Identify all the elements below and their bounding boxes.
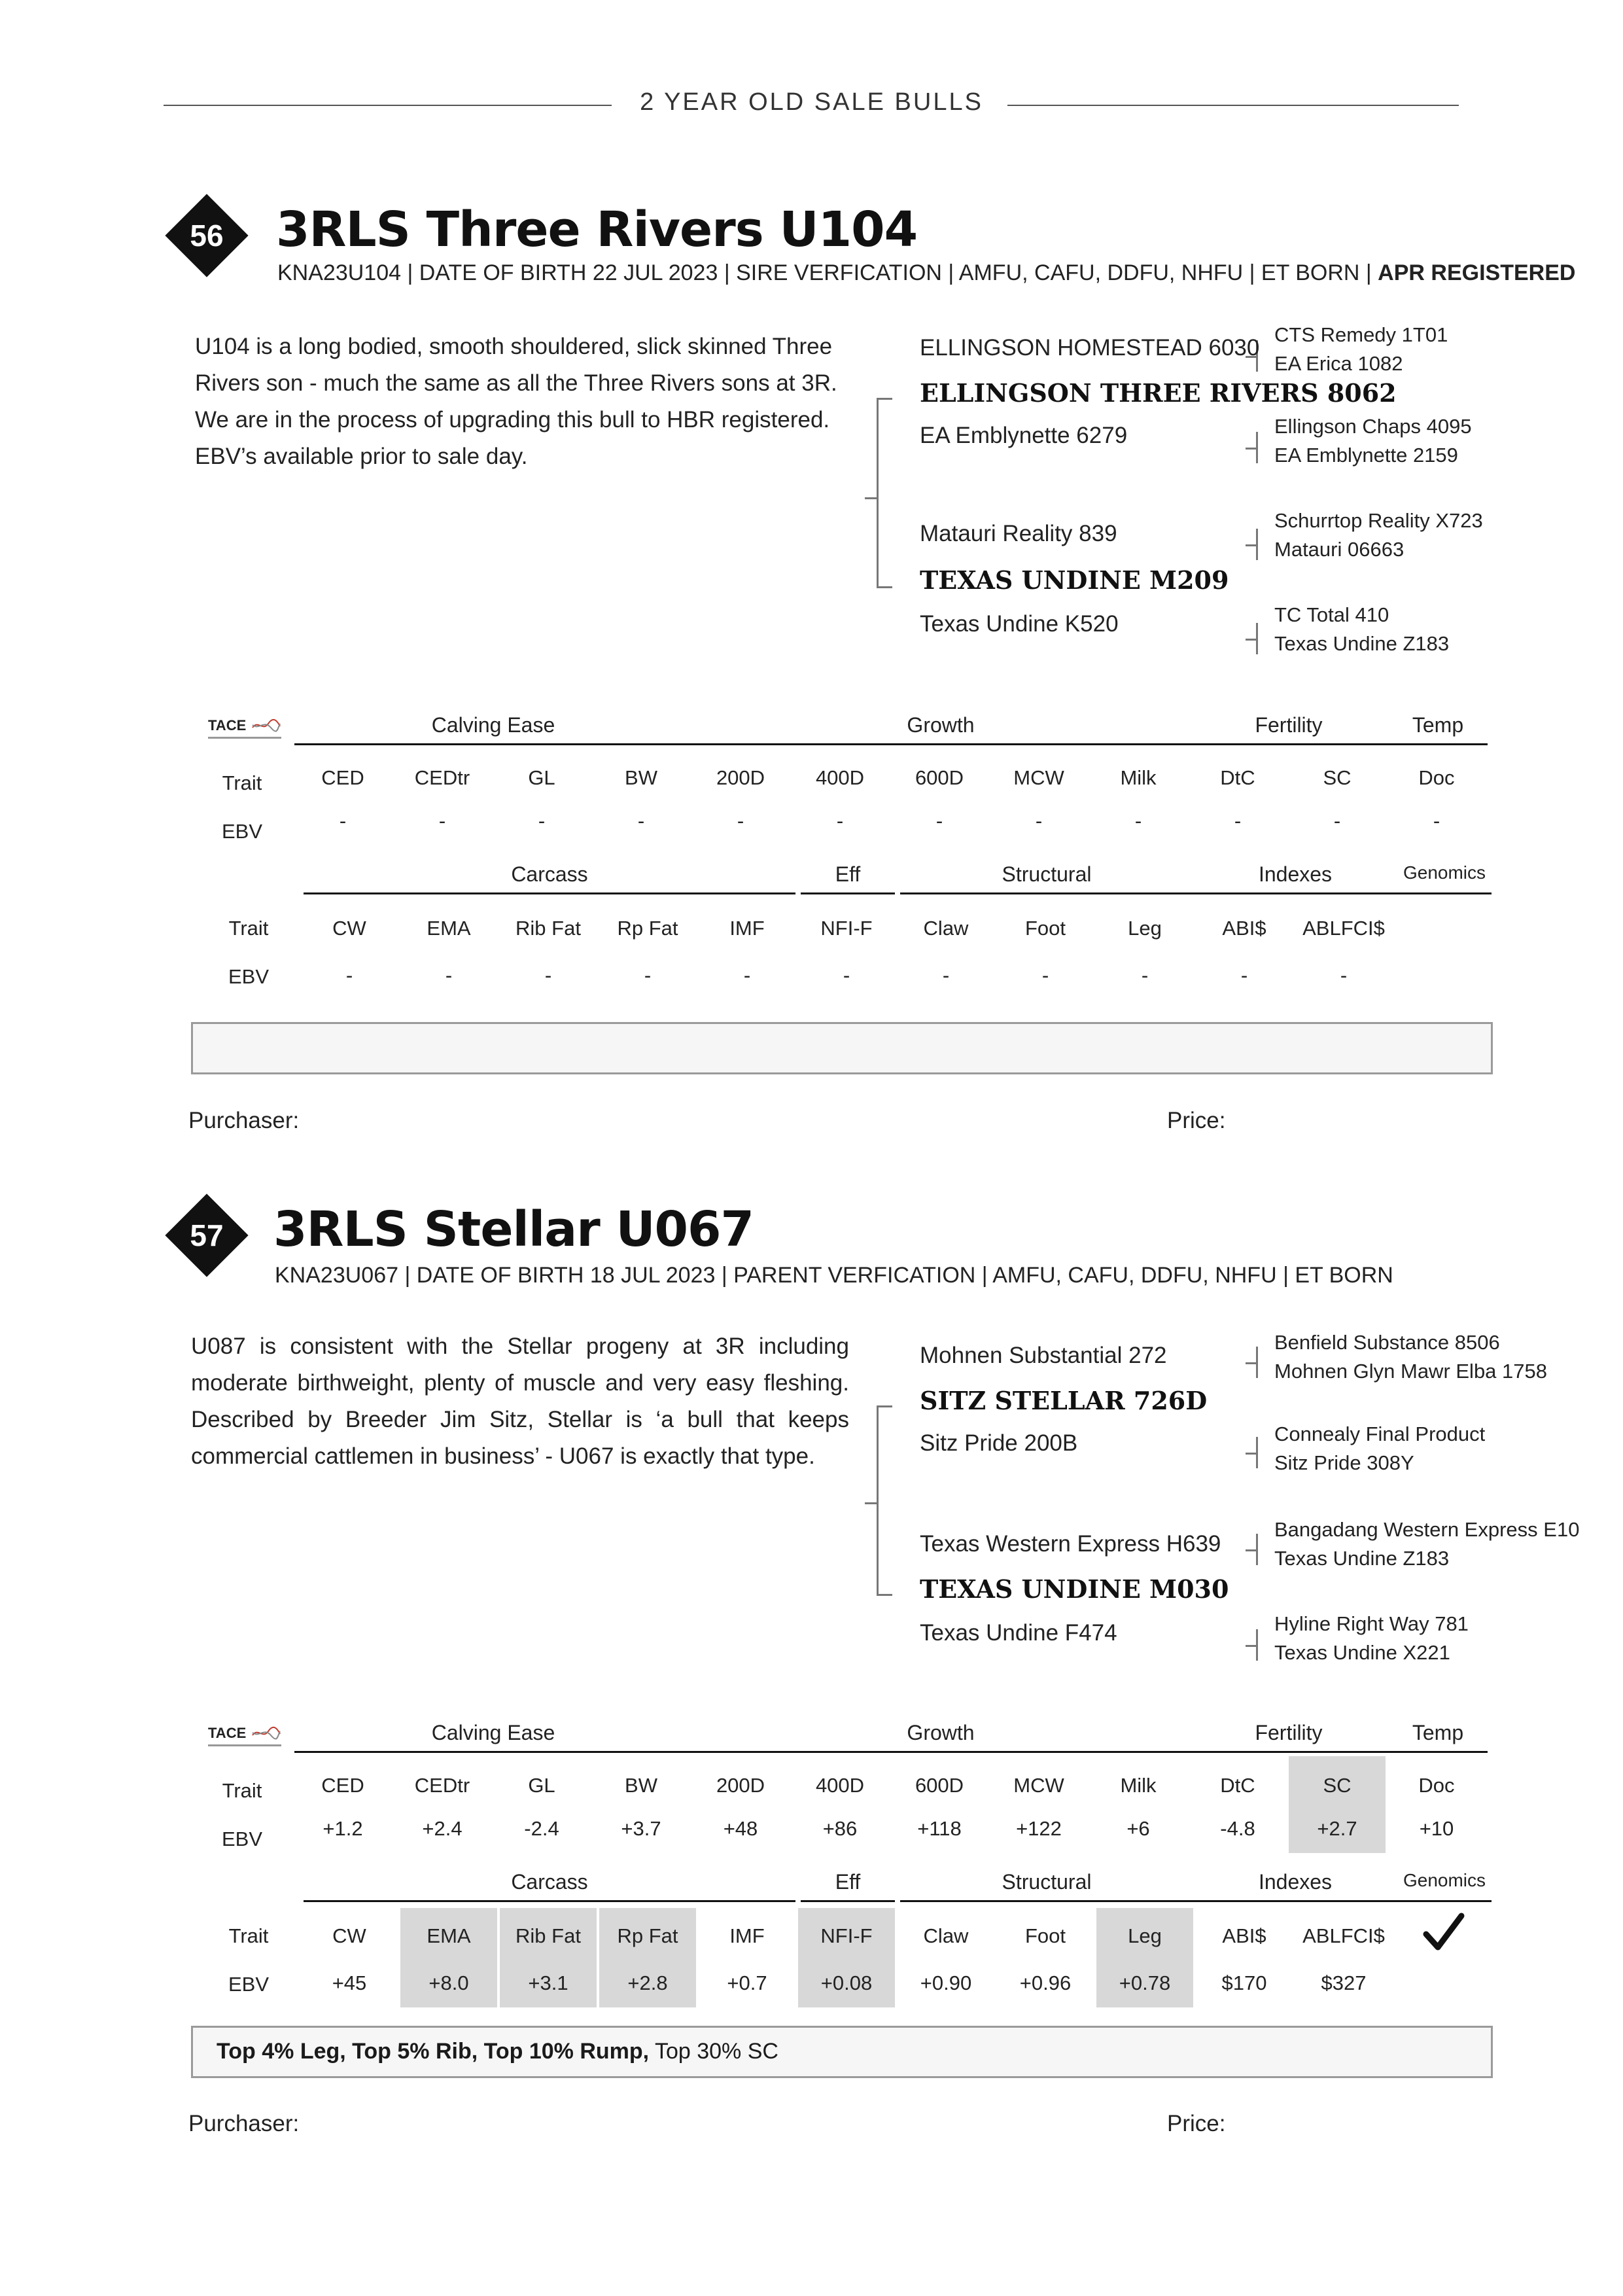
table-rule — [304, 892, 795, 894]
checkmark-icon — [1421, 1911, 1467, 1956]
group-header: Temp — [1412, 1721, 1464, 1744]
ebv-dtc: -4.8 — [1220, 1817, 1255, 1840]
pedigree-sire: ELLINGSON THREE RIVERS 8062 — [920, 378, 1397, 408]
group-header: Structural — [1002, 862, 1092, 886]
group-header: Genomics — [1403, 862, 1486, 883]
trait-400d: 400D — [815, 1774, 865, 1797]
trait-200d: 200D — [716, 766, 765, 789]
ebv-ablfci-: $327 — [1321, 1971, 1367, 1994]
trait-mcw: MCW — [1013, 1774, 1064, 1797]
pedigree-dam-dam: Texas Undine F474 — [920, 1620, 1117, 1646]
trait-leg: Leg — [1096, 1908, 1193, 1959]
table-rule — [900, 892, 1492, 894]
ebv-cedtr: +2.4 — [422, 1817, 462, 1840]
trait-mcw: MCW — [1013, 766, 1064, 789]
tace-logo: TACE — [208, 717, 246, 734]
group-header: Eff — [835, 862, 861, 886]
table-rule — [304, 1900, 795, 1902]
trait-ema: EMA — [427, 917, 471, 940]
trait-milk: Milk — [1120, 766, 1157, 789]
ebv-foot: - — [1041, 964, 1049, 987]
ebv-abi-: $170 — [1221, 1971, 1267, 1994]
ebv-milk: - — [1134, 809, 1142, 832]
lot-number: 56 — [190, 219, 224, 253]
ebv-foot: +0.96 — [1019, 1971, 1072, 1994]
table-rule — [900, 1900, 1492, 1902]
trait-milk: Milk — [1120, 1774, 1157, 1797]
row-label: Trait — [228, 1924, 269, 1947]
row-label: EBV — [228, 1973, 270, 1996]
trait-sc: SC — [1289, 1756, 1386, 1805]
group-header: Fertility — [1255, 713, 1323, 737]
ebv-rp-fat: +2.8 — [599, 1959, 696, 2007]
trait-cw: CW — [332, 917, 366, 940]
trait-600d: 600D — [915, 1774, 964, 1797]
pedigree-sss: CTS Remedy 1T01 EA Erica 1082 — [1274, 323, 1448, 375]
row-label: Trait — [222, 771, 262, 794]
ebv-600d: +118 — [917, 1817, 962, 1840]
ebv-milk: +6 — [1126, 1817, 1150, 1840]
table-rule — [801, 1900, 895, 1902]
group-header: Genomics — [1403, 1870, 1486, 1890]
lot-number-badge — [167, 196, 246, 275]
pedigree-sds: Ellingson Chaps 4095 EA Emblynette 2159 — [1274, 415, 1472, 467]
ebv-nfi-f: +0.08 — [798, 1959, 895, 2007]
table-rule — [801, 892, 895, 894]
lot-meta-text: KNA23U067 | DATE OF BIRTH 18 JUL 2023 | PARENT VERFICATION | AMFU, CAFU, DDFU, NHFU | ET BORN — [275, 1263, 1393, 1288]
group-header: Calving Ease — [431, 1721, 555, 1744]
group-header: Indexes — [1258, 862, 1333, 886]
trait-claw: Claw — [923, 1924, 969, 1947]
page-header: 2 YEAR OLD SALE BULLS — [640, 88, 983, 116]
pedigree-dam-dam: Texas Undine K520 — [920, 611, 1119, 637]
pedigree-dss: Bangadang Western Express E10 Texas Undine Z183 — [1274, 1518, 1580, 1570]
trait-imf: IMF — [729, 1924, 765, 1947]
lot-meta-registration: APR REGISTERED — [1378, 260, 1576, 285]
lot-meta-text: KNA23U104 | DATE OF BIRTH 22 JUL 2023 | SIRE VERFICATION | AMFU, CAFU, DDFU, NHFU | ET BORN | — [277, 260, 1378, 285]
ebv-sc: - — [1333, 809, 1341, 832]
pedigree-sds: Connealy Final Product Sitz Pride 308Y — [1274, 1422, 1486, 1474]
trait-rp-fat: Rp Fat — [617, 917, 678, 940]
lot-meta — [275, 1263, 1393, 1288]
ebv-rib-fat: - — [544, 964, 552, 987]
ebv-200d: +48 — [723, 1817, 758, 1840]
ebv-cw: +45 — [332, 1971, 367, 1994]
trait-ced: CED — [321, 1774, 364, 1797]
lot-description: U104 is a long bodied, smooth shouldered, slick skinned Three Rivers son - much the same as all the Three Rivers sons at 3R. We are in the process of upgrading this bull to HBR registered. EBV’s available prior to sale day. — [195, 334, 837, 469]
pedigree-dam-sire: Texas Western Express H639 — [920, 1531, 1221, 1557]
ebv-ema: +8.0 — [400, 1959, 497, 2007]
trait-doc: Doc — [1418, 1774, 1455, 1797]
trait-gl: GL — [528, 766, 555, 789]
pedigree-sss: Benfield Substance 8506 Mohnen Glyn Mawr Elba 1758 — [1274, 1331, 1548, 1383]
trait-cw: CW — [332, 1924, 366, 1947]
trait-cedtr: CEDtr — [414, 766, 470, 789]
ebv-ced: - — [339, 809, 347, 832]
lot-title: 3RLS Three Rivers U104 — [276, 202, 918, 258]
trait-abi-: ABI$ — [1222, 1924, 1266, 1947]
trait-rp-fat: Rp Fat — [599, 1908, 696, 1959]
ebv-cw: - — [345, 964, 353, 987]
ebv-dtc: - — [1234, 809, 1242, 832]
trait-foot: Foot — [1024, 917, 1066, 940]
ebv-gl: -2.4 — [524, 1817, 559, 1840]
trait-rib-fat: Rib Fat — [500, 1908, 597, 1959]
price-label: Price: — [1167, 2111, 1226, 2136]
ebv-bw: +3.7 — [621, 1817, 661, 1840]
trait-imf: IMF — [729, 917, 765, 940]
trait-ema: EMA — [400, 1908, 497, 1959]
ebv-200d: - — [737, 809, 744, 832]
ebv-ced: +1.2 — [323, 1817, 363, 1840]
group-header: Eff — [835, 1870, 861, 1894]
trait-sc: SC — [1323, 766, 1352, 789]
ebv-mcw: - — [1035, 809, 1043, 832]
ebv-ablfci-: - — [1340, 964, 1348, 987]
trait-foot: Foot — [1024, 1924, 1066, 1947]
trait-abi-: ABI$ — [1222, 917, 1266, 940]
ebv-600d: - — [935, 809, 943, 832]
ebv-imf: - — [743, 964, 751, 987]
trait-claw: Claw — [923, 917, 969, 940]
trait-nfi-f: NFI-F — [820, 917, 873, 940]
ebv-rib-fat: +3.1 — [500, 1959, 597, 2007]
row-label: EBV — [221, 1828, 263, 1850]
ebv-nfi-f: - — [843, 964, 850, 987]
ebv-leg: +0.78 — [1096, 1959, 1193, 2007]
trait-cedtr: CEDtr — [414, 1774, 470, 1797]
lot-title: 3RLS Stellar U067 — [273, 1201, 754, 1258]
ebv-abi-: - — [1240, 964, 1248, 987]
pedigree-sire-sire: ELLINGSON HOMESTEAD 6030 — [920, 335, 1260, 361]
ebv-claw: - — [942, 964, 950, 987]
trait-gl: GL — [528, 1774, 555, 1797]
trait-ablfci-: ABLFCI$ — [1302, 917, 1385, 940]
ebv-doc: - — [1433, 809, 1440, 832]
pedigree-dss: Schurrtop Reality X723 Matauri 06663 — [1274, 509, 1483, 561]
notes-box — [191, 1022, 1493, 1074]
trait-ced: CED — [321, 766, 364, 789]
ebv-gl: - — [538, 809, 546, 832]
trait-nfi-f: NFI-F — [798, 1908, 895, 1959]
table-rule — [294, 743, 1488, 745]
purchaser-label: Purchaser: — [188, 1108, 300, 1133]
group-header: Structural — [1002, 1870, 1092, 1894]
header-rule-right — [1007, 105, 1459, 106]
trait-600d: 600D — [915, 766, 964, 789]
row-label: Trait — [222, 1779, 262, 1802]
ebv-400d: +86 — [822, 1817, 858, 1840]
trait-rib-fat: Rib Fat — [515, 917, 581, 940]
purchaser-label: Purchaser: — [188, 2111, 300, 2136]
trait-ablfci-: ABLFCI$ — [1302, 1924, 1385, 1947]
ebv-leg: - — [1141, 964, 1149, 987]
trait-leg: Leg — [1128, 917, 1162, 940]
ebv-bw: - — [637, 809, 645, 832]
pedigree-dam: TEXAS UNDINE M209 — [920, 565, 1229, 595]
pedigree-dds: Hyline Right Way 781 Texas Undine X221 — [1274, 1612, 1469, 1664]
group-header: Fertility — [1255, 1721, 1323, 1744]
row-label: Trait — [228, 917, 269, 940]
group-header: Carcass — [511, 862, 588, 886]
ebv-imf: +0.7 — [727, 1971, 767, 1994]
table-rule — [294, 1751, 1488, 1753]
group-header: Growth — [907, 1721, 975, 1744]
group-header: Calving Ease — [431, 713, 555, 737]
lot-number-badge — [167, 1196, 246, 1275]
group-header: Growth — [907, 713, 975, 737]
lot-description: U087 is consistent with the Stellar progeny at 3R including moderate birthweight, plenty of muscle and very easy fleshing. Described by Breeder Jim Sitz, Stellar is ‘a bull that keeps commercial cattlemen in business’ - U067 is exactly that type. — [191, 1333, 849, 1469]
pedigree-dam: TEXAS UNDINE M030 — [920, 1574, 1229, 1604]
ebv-doc: +10 — [1419, 1817, 1454, 1840]
pedigree-sire: SITZ STELLAR 726D — [920, 1386, 1208, 1415]
ebv-rp-fat: - — [644, 964, 652, 987]
ebv-ema: - — [445, 964, 453, 987]
trait-bw: BW — [625, 1774, 657, 1797]
pedigree-sire-dam: EA Emblynette 6279 — [920, 423, 1128, 448]
tace-logo: TACE — [208, 1725, 246, 1742]
lot-meta — [277, 260, 1575, 286]
ebv-cedtr: - — [438, 809, 446, 832]
row-label: EBV — [221, 820, 263, 843]
trait-400d: 400D — [815, 766, 865, 789]
pedigree-dam-sire: Matauri Reality 839 — [920, 521, 1117, 546]
ebv-sc: +2.7 — [1289, 1805, 1386, 1853]
lot-number: 57 — [190, 1218, 224, 1252]
row-label: EBV — [228, 965, 270, 988]
ebv-mcw: +122 — [1016, 1817, 1062, 1840]
trait-doc: Doc — [1418, 766, 1455, 789]
group-header: Indexes — [1258, 1870, 1333, 1894]
trait-dtc: DtC — [1220, 766, 1255, 789]
trait-dtc: DtC — [1220, 1774, 1255, 1797]
pedigree-sire-sire: Mohnen Substantial 272 — [920, 1343, 1167, 1368]
pedigree-sire-dam: Sitz Pride 200B — [920, 1430, 1078, 1456]
notes-box: Top 4% Leg, Top 5% Rib, Top 10% Rump, Top 30% SC — [191, 2026, 1493, 2078]
group-header: Carcass — [511, 1870, 588, 1894]
ebv-claw: +0.90 — [920, 1971, 972, 1994]
price-label: Price: — [1167, 1108, 1226, 1133]
group-header: Temp — [1412, 713, 1464, 737]
trait-200d: 200D — [716, 1774, 765, 1797]
ebv-400d: - — [836, 809, 844, 832]
trait-bw: BW — [625, 766, 657, 789]
pedigree-dds: TC Total 410 Texas Undine Z183 — [1274, 603, 1450, 655]
